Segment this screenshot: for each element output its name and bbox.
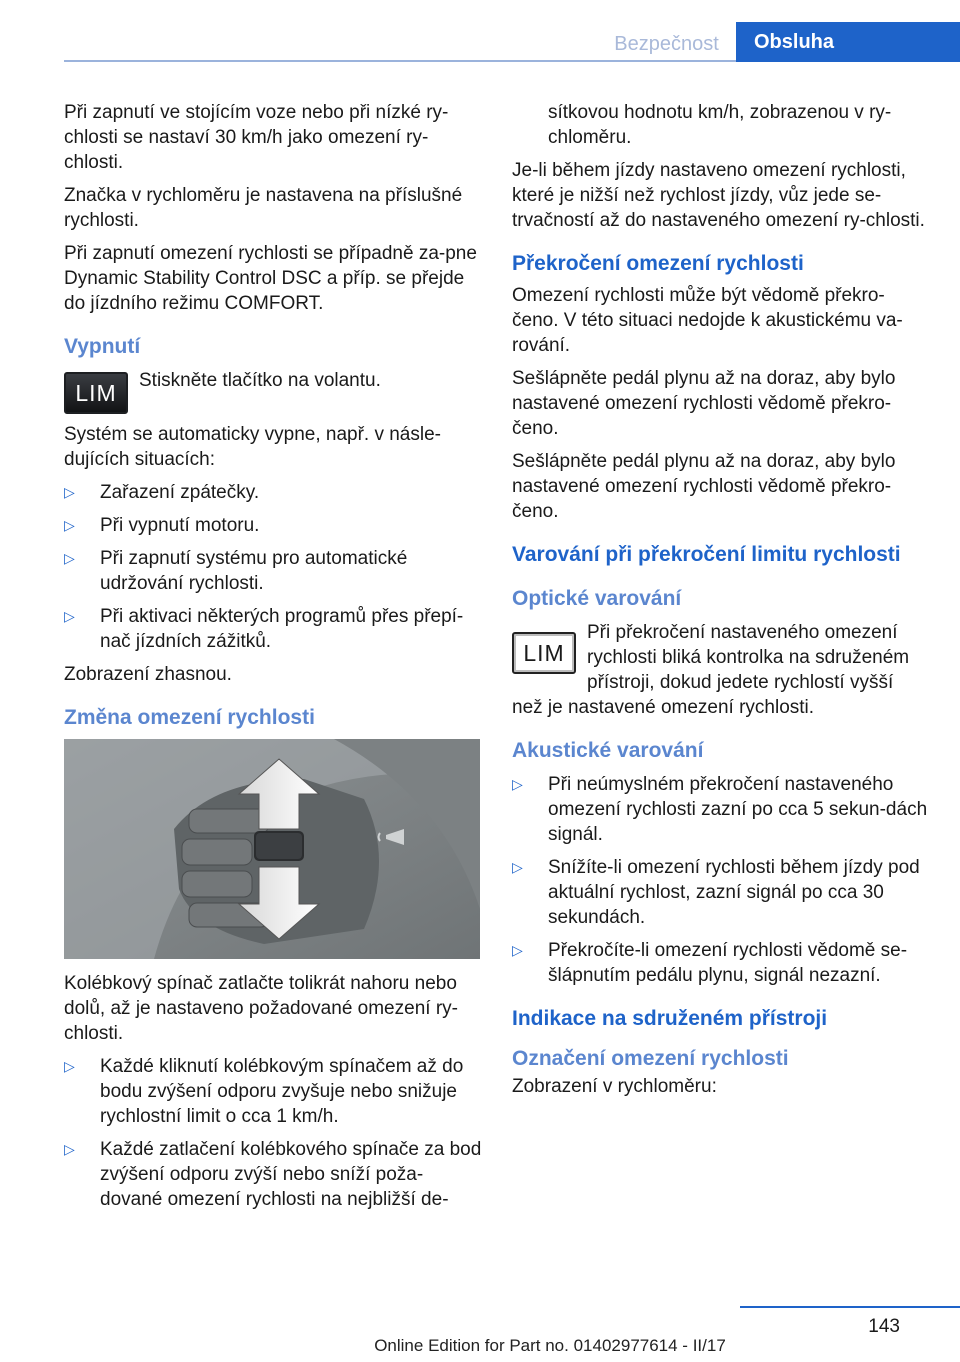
paragraph: Omezení rychlosti může být vědomě překro‐čeno. V této situaci nedojde k akustickému va‐rování.	[512, 285, 903, 356]
paragraph: Sešlápněte pedál plynu až na doraz, aby bylo nastavené omezení rychlosti vědomě překro‐čeno.	[512, 368, 896, 439]
lim-instruction-text: Stiskněte tlačítko na volantu.	[139, 370, 381, 391]
lim-warning	[512, 620, 930, 695]
acoustic-list	[512, 772, 930, 988]
paragraph: než je nastavené omezení rychlosti.	[512, 697, 815, 718]
paragraph: Značka v rychloměru je nastavena na příslušné rychlosti.	[64, 185, 463, 231]
paragraph: Při zapnutí omezení rychlosti se případně za‐pne Dynamic Stability Control DSC a příp. se přejde do jízdního režimu COMFORT.	[64, 243, 477, 314]
left-column	[64, 100, 482, 1220]
heading-zmena: Změna omezení rychlosti	[64, 706, 315, 729]
triangle-bullet-icon: ▷	[64, 1141, 75, 1157]
triangle-bullet-icon: ▷	[512, 942, 523, 958]
list-item: ▷ Při vypnutí motoru.	[64, 515, 260, 536]
list-item: ▷ Zařazení zpátečky.	[64, 482, 260, 503]
heading-oznaceni: Označení omezení rychlosti	[512, 1047, 789, 1070]
triangle-bullet-icon: ▷	[512, 859, 523, 875]
list-item: ▷ Každé zatlačení kolébkového spínače za bod zvýšení odporu zvýší nebo sníží poža‐dované omezení rychlosti na nejbližší de‐	[64, 1139, 482, 1210]
heading-akusticke: Akustické varování	[512, 739, 704, 762]
paragraph: Kolébkový spínač zatlačte tolikrát nahoru nebo dolů, až je nastaveno požadované omezení ry‐chlosti.	[64, 973, 458, 1044]
paragraph: Sešlápněte pedál plynu až na doraz, aby bylo nastavené omezení rychlosti vědomě překro‐čeno.	[512, 451, 896, 522]
right-column	[512, 100, 930, 1107]
list-item: ▷ Snížíte-li omezení rychlosti během jízdy pod aktuální rychlost, zazní signál po cca 30 sekundách.	[512, 857, 920, 928]
heading-indikace: Indikace na sdruženém přístroji	[512, 1007, 828, 1030]
tab-obsluha[interactable]: Obsluha	[736, 22, 960, 62]
page-number: 143	[868, 1316, 900, 1337]
heading-varovani: Varování při překročení limitu rychlosti	[512, 543, 901, 566]
triangle-bullet-icon: ▷	[64, 1058, 75, 1074]
list-item: ▷ Při aktivaci některých programů přes přepí‐nač jízdních zážitků.	[64, 606, 464, 652]
triangle-bullet-icon: ▷	[64, 484, 75, 500]
triangle-bullet-icon: ▷	[64, 517, 75, 533]
rocker-list	[64, 1054, 482, 1212]
paragraph: Je-li během jízdy nastaveno omezení rychlosti, které je nižší než rychlost jízdy, vůz jede se‐trvačností až do nastaveného omezení ry‐chlosti.	[512, 160, 925, 231]
edition-footer: Online Edition for Part no. 01402977614 - II/17	[374, 1336, 726, 1355]
steering-wheel-rocker-image	[64, 739, 480, 959]
paragraph: Systém se automaticky vypne, např. v násle‐dujících situacích:	[64, 424, 441, 470]
paragraph: Zobrazení zhasnou.	[64, 664, 232, 685]
situations-list	[64, 480, 482, 654]
list-item: ▷ Při neúmyslném překročení nastaveného omezení rychlosti zazní po cca 5 sekun‐dách signál.	[512, 774, 928, 845]
lim-button-icon: LIM	[64, 372, 128, 414]
heading-opticke: Optické varování	[512, 587, 682, 610]
list-item: ▷ Při zapnutí systému pro automatické udržování rychlosti.	[64, 548, 408, 594]
triangle-bullet-icon: ▷	[64, 608, 75, 624]
lim-indicator-icon: LIM	[512, 632, 576, 674]
heading-prekroceni: Překročení omezení rychlosti	[512, 252, 804, 275]
lim-warning-text: Při překročení nastaveného omezení rychlosti bliká kontrolka na sdruženém přístroji, dokud jedete rychlostí vyšší	[587, 622, 910, 693]
list-item: ▷ Každé kliknutí kolébkovým spínačem až do bodu zvýšení odporu zvyšuje nebo snižuje rychlostní limit o cca 1 km/h.	[64, 1056, 464, 1127]
paragraph: Při zapnutí ve stojícím voze nebo při nízké ry‐chlosti se nastaví 30 km/h jako omezení ry‐chlosti.	[64, 102, 449, 173]
triangle-bullet-icon: ▷	[64, 550, 75, 566]
footer-rule	[740, 1306, 960, 1308]
triangle-bullet-icon: ▷	[512, 776, 523, 792]
list-item: ▷ Překročíte-li omezení rychlosti vědomě se‐šlápnutím pedálu plynu, signál nezazní.	[512, 940, 908, 986]
heading-vypnuti: Vypnutí	[64, 335, 141, 358]
lim-instruction	[64, 368, 482, 414]
paragraph: Zobrazení v rychloměru:	[512, 1076, 717, 1097]
list-continuation: sítkovou hodnotu km/h, zobrazenou v ry‐chloměru.	[548, 102, 892, 148]
tab-bezpecnost[interactable]: Bezpečnost	[614, 32, 719, 55]
